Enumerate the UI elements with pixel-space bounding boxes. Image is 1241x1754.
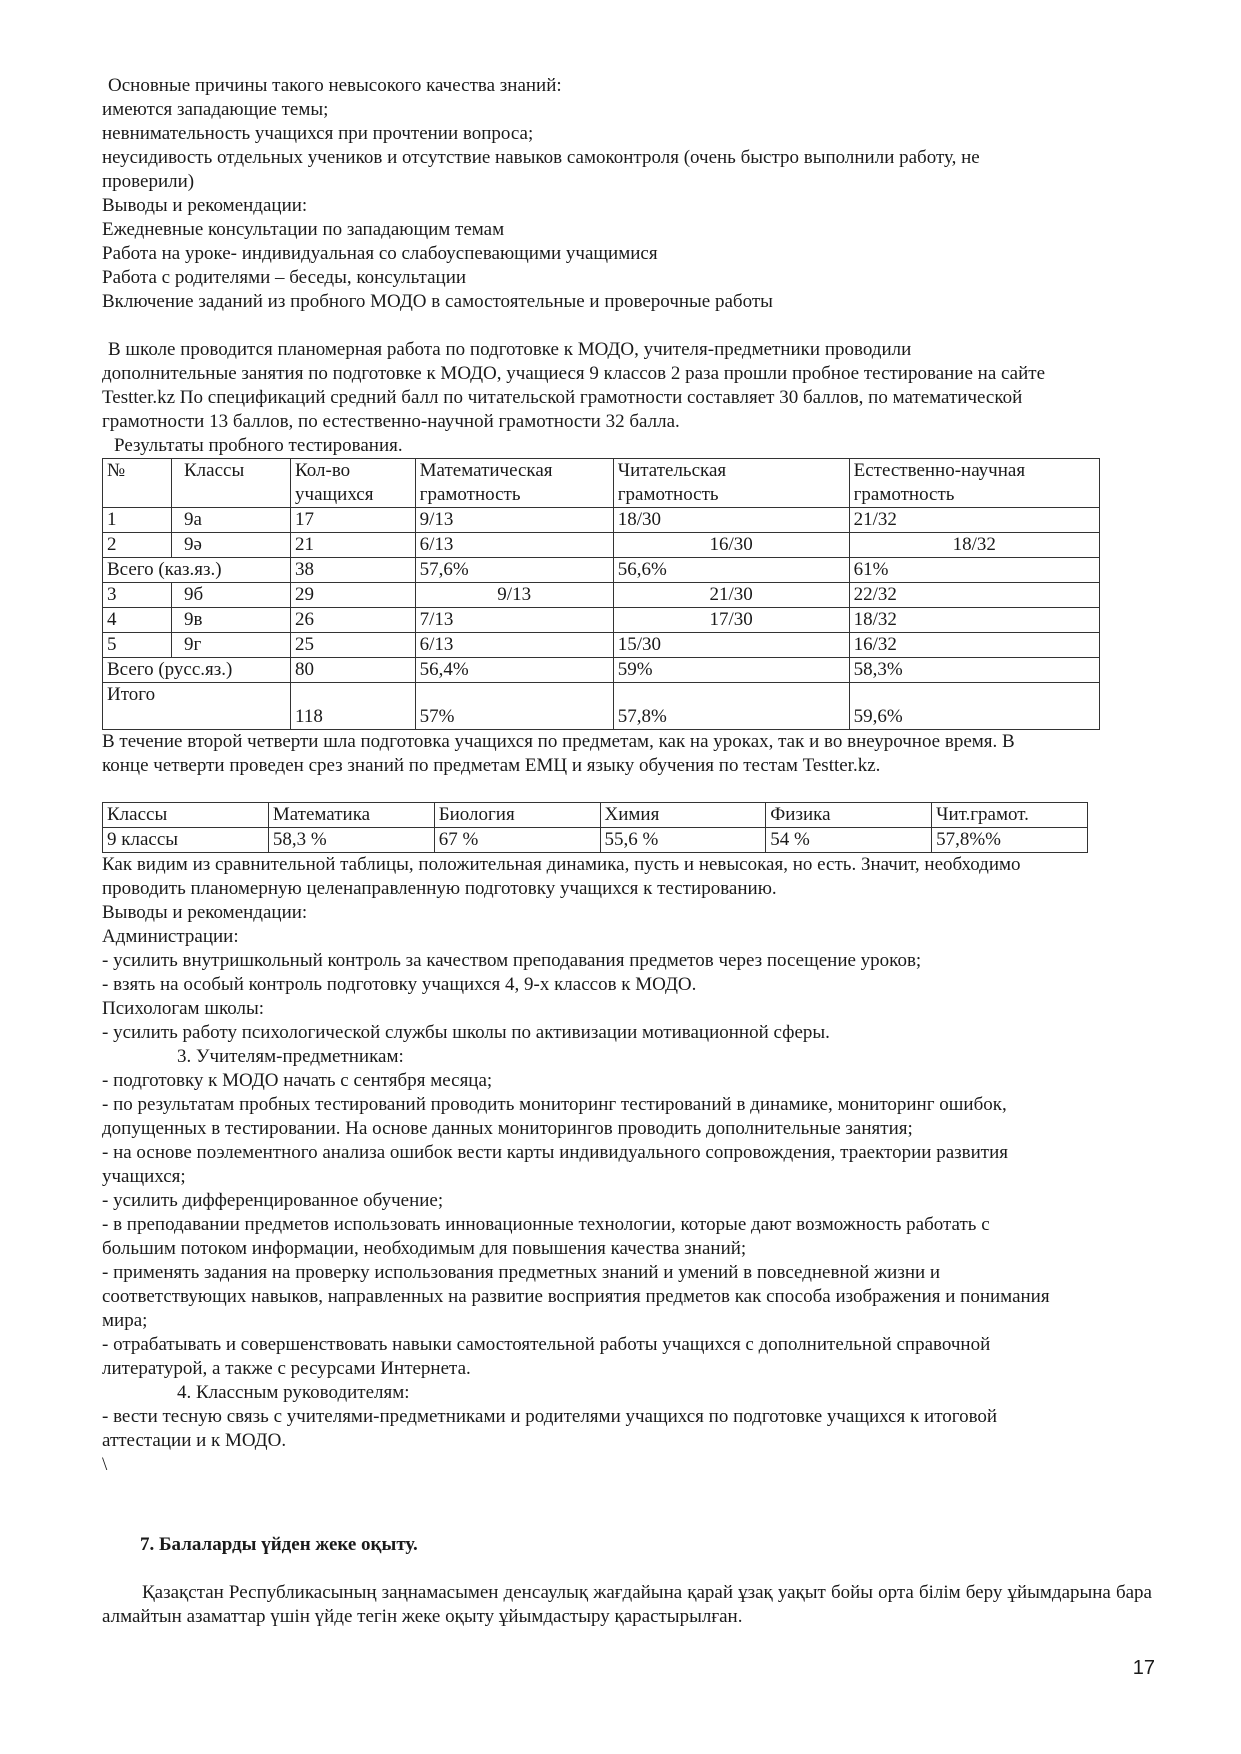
cell: 15/30 [613, 633, 849, 658]
cell: 118 [291, 683, 416, 730]
cell: 57,6% [415, 558, 613, 583]
table-row [103, 533, 1100, 558]
cell: 7/13 [415, 608, 613, 633]
cell: 57,8% [613, 683, 849, 730]
paragraph-line: соответствующих навыков, направленных на развитие восприятия предметов как способа изображения и понимания [102, 1286, 1050, 1307]
header-cell: Классы [103, 803, 269, 828]
table-row [103, 583, 1100, 608]
cell: 9в [171, 608, 290, 633]
header-cell: Биология [434, 803, 600, 828]
cell: 67 % [434, 828, 600, 853]
cell: 9г [171, 633, 290, 658]
paragraph-line: Психологам школы: [102, 998, 265, 1019]
paragraph-line: мира; [102, 1310, 148, 1331]
cell: 9а [171, 508, 290, 533]
paragraph-line: В школе проводится планомерная работа по подготовке к МОДО, учителя-предметники проводили [108, 339, 912, 360]
table-row [103, 558, 1100, 583]
paragraph-line: - усилить внутришкольный контроль за качеством преподавания предметов через посещение уроков; [102, 950, 922, 971]
cell: 17 [291, 508, 416, 533]
paragraph-line: дополнительные занятия по подготовке к МОДО, учащиеся 9 классов 2 раза прошли пробное тестирование на сайте [102, 363, 1046, 384]
cell: 9/13 [415, 583, 613, 608]
cell: 5 [103, 633, 172, 658]
paragraph-line: Как видим из сравнительной таблицы, положительная динамика, пусть и невысокая, но есть. Значит, необходимо [102, 854, 1021, 875]
intro-line: Работа на уроке- индивидуальная со слабоуспевающими учащимися [102, 243, 658, 264]
intro-line: имеются западающие темы; [102, 99, 329, 120]
intro-line: Включение заданий из пробного МОДО в самостоятельные и проверочные работы [102, 291, 773, 312]
cell: 2 [103, 533, 172, 558]
class-heading: 4. Классным руководителям: [177, 1382, 410, 1403]
table-row [103, 658, 1100, 683]
cell: 56,4% [415, 658, 613, 683]
paragraph-line: - в преподавании предметов использовать инновационные технологии, которые дают возможность работать с [102, 1214, 990, 1235]
header-cell: Кол-во учащихся [291, 459, 416, 508]
header-cell: Чит.грамот. [932, 803, 1088, 828]
cell: 18/30 [613, 508, 849, 533]
header-cell: Математика [268, 803, 434, 828]
paragraph-line: проводить планомерную целенаправленную подготовку учащихся к тестированию. [102, 878, 777, 899]
table-header-row [103, 459, 1100, 508]
stray-backslash: \ [102, 1454, 108, 1475]
subjects-table [102, 802, 1088, 853]
cell: 55,6 % [600, 828, 766, 853]
intro-line: Основные причины такого невысокого качества знаний: [108, 75, 562, 96]
cell: 17/30 [613, 608, 849, 633]
cell: 21/30 [613, 583, 849, 608]
cell: 9/13 [415, 508, 613, 533]
cell: 16/32 [849, 633, 1099, 658]
header-cell: Математическая грамотность [415, 459, 613, 508]
cell: 9б [171, 583, 290, 608]
teachers-heading: 3. Учителям-предметникам: [177, 1046, 404, 1067]
cell: 59% [613, 658, 849, 683]
paragraph-line: - усилить работу психологической службы школы по активизации мотивационной сферы. [102, 1022, 830, 1043]
table-row [103, 633, 1100, 658]
cell: Всего (русс.яз.) [103, 658, 291, 683]
cell: Итого [103, 683, 291, 730]
paragraph-line: - усилить дифференцированное обучение; [102, 1190, 444, 1211]
table-total-row [103, 683, 1100, 730]
cell: 6/13 [415, 633, 613, 658]
table-caption: Результаты пробного тестирования. [114, 435, 403, 456]
paragraph-line: - по результатам пробных тестирований проводить мониторинг тестирований в динамике, мониторинг ошибок, [102, 1094, 1007, 1115]
paragraph-line: - подготовку к МОДО начать с сентября месяца; [102, 1070, 493, 1091]
header-cell: Естественно-научная грамотность [849, 459, 1099, 508]
cell: 80 [291, 658, 416, 683]
intro-line: неусидивость отдельных учеников и отсутствие навыков самоконтроля (очень быстро выполнили работу, не [102, 147, 980, 168]
intro-line: проверили) [102, 171, 195, 192]
cell: 9 классы [103, 828, 269, 853]
paragraph-line: - отрабатывать и совершенствовать навыки самостоятельной работы учащихся с дополнительной справочной [102, 1334, 991, 1355]
cell: 1 [103, 508, 172, 533]
cell: Всего (каз.яз.) [103, 558, 291, 583]
intro-line: Работа с родителями – беседы, консультации [102, 267, 467, 288]
paragraph-line: конце четверти проведен срез знаний по предметам ЕМЦ и языку обучения по тестам Testter.kz. [102, 755, 881, 776]
paragraph-line: Testter.kz По спецификаций средний балл по читательской грамотности составляет 30 баллов, по математической [102, 387, 1023, 408]
document-page [102, 74, 1152, 1629]
table-row [103, 828, 1088, 853]
header-cell: Химия [600, 803, 766, 828]
cell: 26 [291, 608, 416, 633]
paragraph-line: грамотности 13 баллов, по естественно-научной грамотности 32 балла. [102, 411, 680, 432]
cell: 25 [291, 633, 416, 658]
cell: 22/32 [849, 583, 1099, 608]
cell: 21/32 [849, 508, 1099, 533]
cell: 4 [103, 608, 172, 633]
section-7-text: Қазақстан Республикасының заңнамасымен денсаулық жағдайына қарай ұзақ уақыт бойы орта білім беру ұйымдарына бара алмайтын азаматтар үшін үйде тегін жеке оқыту ұйымдастыру қарастырылған. [102, 1582, 1152, 1627]
cell: 21 [291, 533, 416, 558]
cell: 59,6% [849, 683, 1099, 730]
intro-line: невнимательность учащихся при прочтении вопроса; [102, 123, 534, 144]
table-header-row [103, 803, 1088, 828]
paragraph-line: В течение второй четверти шла подготовка учащихся по предметам, как на уроках, так и во внеурочное время. В [102, 731, 1015, 752]
cell: 57% [415, 683, 613, 730]
section-7-title: 7. Балаларды үйден жеке оқыту. [140, 1534, 418, 1555]
cell: 57,8%% [932, 828, 1088, 853]
paragraph-line: - применять задания на проверку использования предметных знаний и умений в повседневной жизни и [102, 1262, 941, 1283]
paragraph-line: Администрации: [102, 926, 239, 947]
cell: 54 % [766, 828, 932, 853]
paragraph-line: Выводы и рекомендации: [102, 902, 308, 923]
intro-line: Ежедневные консультации по западающим темам [102, 219, 505, 240]
header-cell: № [103, 459, 172, 508]
cell: 58,3% [849, 658, 1099, 683]
cell: 29 [291, 583, 416, 608]
paragraph-line: - вести тесную связь с учителями-предметниками и родителями учащихся по подготовке учащихся к итоговой [102, 1406, 998, 1427]
cell: 18/32 [849, 608, 1099, 633]
cell: 56,6% [613, 558, 849, 583]
paragraph-line: - на основе поэлементного анализа ошибок вести карты индивидуального сопровождения, траектории развития [102, 1142, 1008, 1163]
table-row [103, 608, 1100, 633]
paragraph-line: литературой, а также с ресурсами Интернета. [102, 1358, 471, 1379]
cell: 3 [103, 583, 172, 608]
header-cell: Физика [766, 803, 932, 828]
paragraph-line: - взять на особый контроль подготовку учащихся 4, 9-х классов к МОДО. [102, 974, 697, 995]
cell: 18/32 [849, 533, 1099, 558]
intro-line: Выводы и рекомендации: [102, 195, 308, 216]
paragraph-line: допущенных в тестировании. На основе данных мониторингов проводить дополнительные занятия; [102, 1118, 913, 1139]
results-table [102, 458, 1100, 730]
cell: 38 [291, 558, 416, 583]
cell: 58,3 % [268, 828, 434, 853]
cell: 61% [849, 558, 1099, 583]
header-cell: Читательская грамотность [613, 459, 849, 508]
table-row [103, 508, 1100, 533]
paragraph-line: большим потоком информации, необходимым для повышения качества знаний; [102, 1238, 747, 1259]
header-cell: Классы [171, 459, 290, 508]
cell: 16/30 [613, 533, 849, 558]
page-number: 17 [1132, 1657, 1155, 1679]
cell: 6/13 [415, 533, 613, 558]
paragraph-line: учащихся; [102, 1166, 186, 1187]
paragraph-line: аттестации и к МОДО. [102, 1430, 287, 1451]
cell: 9ә [171, 533, 290, 558]
